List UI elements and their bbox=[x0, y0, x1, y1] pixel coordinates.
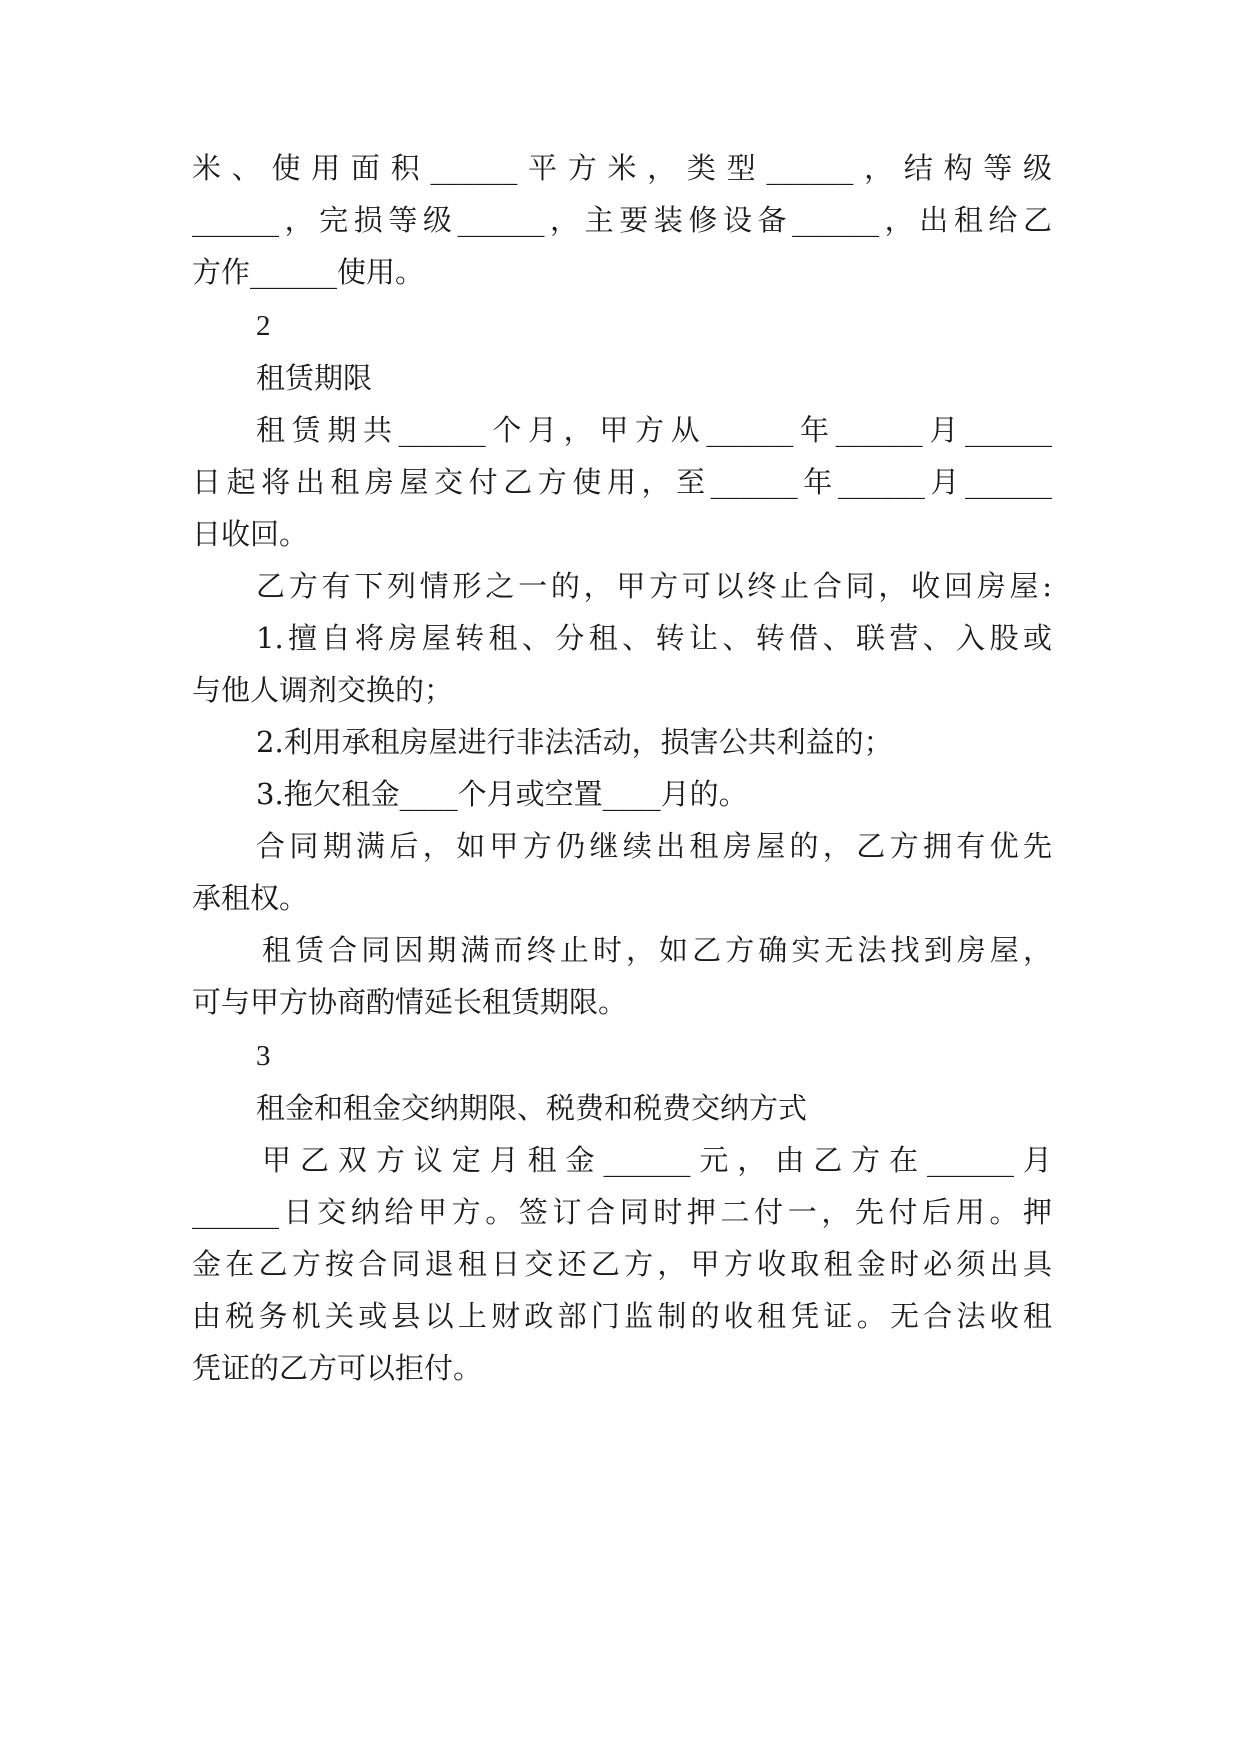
paragraph-line: 承租权。 bbox=[192, 881, 309, 915]
list-item: 2.利用承租房屋进行非法活动，损害公共利益的； bbox=[256, 725, 893, 759]
list-item: 1.擅自将房屋转租、分租、转让、转借、联营、入股或 bbox=[256, 621, 1052, 655]
section-number: 3 bbox=[256, 1040, 271, 1072]
section-number: 2 bbox=[256, 310, 271, 342]
paragraph-line: 方作______使用。 bbox=[192, 255, 425, 289]
paragraph-line: ______，完损等级______，主要装修设备______，出租给乙 bbox=[192, 203, 1052, 237]
paragraph-line: 米、使用面积______平方米，类型______，结构等级 bbox=[192, 151, 1052, 185]
paragraph-line: 乙方有下列情形之一的，甲方可以终止合同，收回房屋: bbox=[256, 569, 1052, 603]
list-item: 3.拖欠租金____个月或空置____月的。 bbox=[256, 777, 748, 811]
paragraph-line: 日收回。 bbox=[192, 517, 309, 551]
paragraph-line: 可与甲方协商酌情延长租赁期限。 bbox=[192, 985, 628, 1019]
paragraph-line: ______日交纳给甲方。签订合同时押二付一，先付后用。押 bbox=[192, 1195, 1052, 1229]
paragraph-line: 甲乙双方议定月租金______元，由乙方在______月 bbox=[262, 1143, 1052, 1177]
section-heading: 租金和租金交纳期限、税费和税费交纳方式 bbox=[256, 1091, 808, 1125]
paragraph-line: 凭证的乙方可以拒付。 bbox=[192, 1351, 483, 1385]
list-item-continuation: 与他人调剂交换的； bbox=[192, 673, 454, 707]
paragraph-line: 金在乙方按合同退租日交还乙方，甲方收取租金时必须出具 bbox=[192, 1247, 1052, 1281]
paragraph-line: 由税务机关或县以上财政部门监制的收租凭证。无合法收租 bbox=[192, 1299, 1052, 1333]
paragraph-line: 合同期满后，如甲方仍继续出租房屋的，乙方拥有优先 bbox=[256, 829, 1052, 863]
paragraph-line: 租赁合同因期满而终止时，如乙方确实无法找到房屋， bbox=[262, 933, 1052, 967]
paragraph-line: 租赁期共______个月，甲方从______年______月______ bbox=[256, 413, 1052, 447]
section-heading: 租赁期限 bbox=[256, 361, 373, 395]
paragraph-line: 日起将出租房屋交付乙方使用，至______年______月______ bbox=[192, 465, 1052, 499]
